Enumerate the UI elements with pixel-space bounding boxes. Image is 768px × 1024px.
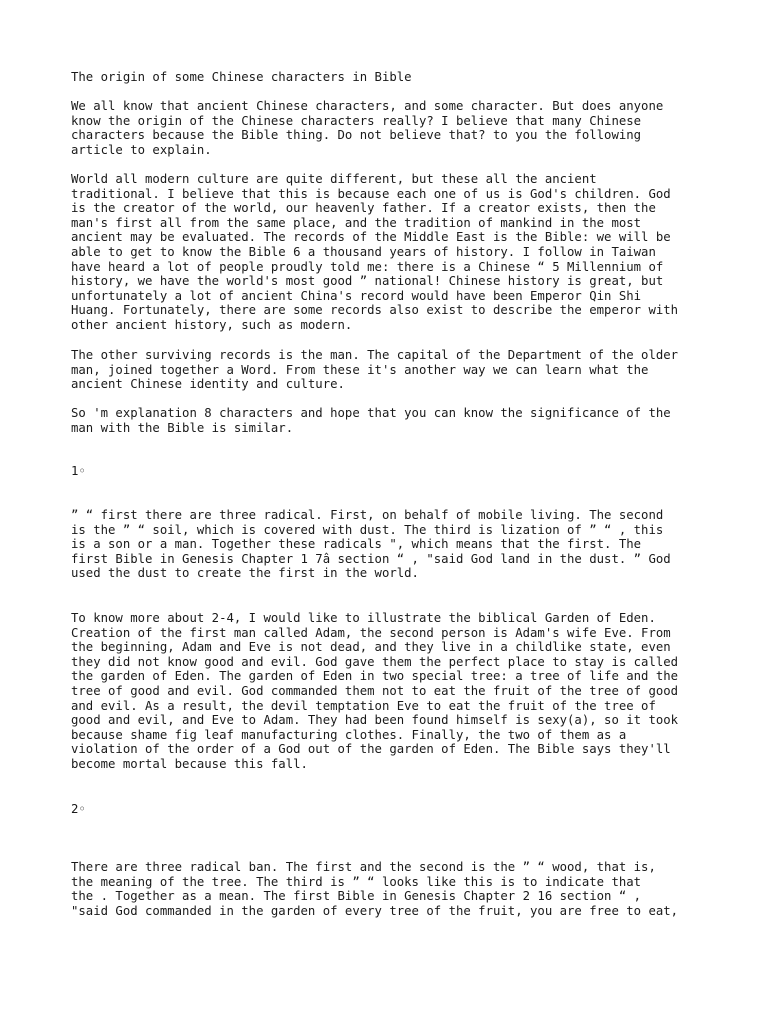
- paragraph-world-culture: World all modern culture are quite different, but these all the ancient traditional. I believe that this is because each one of us is God's children. God is the creator of the world, our heavenly father. If a creator exists, then the man's first all from the same place, and the tradition of mankind in the most ancient may be evaluated. The records of the Middle East is the Bible: we will be able to get to know the Bible 6 a thousand years of history. I follow in Taiwan have heard a lot of people proudly told me: there is a Chinese “ 5 Millennium of history, we have the world's most good ” national! Chinese history is great, but unfortunately a lot of ancient China's record would have been Emperor Qin Shi Huang. Fortunately, there are some records also exist to describe the emperor with other ancient history, such as modern.: [71, 172, 679, 332]
- paragraph-section-2: There are three radical ban. The first and the second is the ” “ wood, that is, the meaning of the tree. The third is ” “ looks like this is to indicate that the . Together as a mean. The first Bible in Genesis Chapter 2 16 section “ , "said God commanded in the garden of every tree of the fruit, you are free to eat,: [71, 860, 679, 918]
- paragraph-intro: We all know that ancient Chinese characters, and some character. But does anyone know the origin of the Chinese characters really? I believe that many Chinese characters because the Bible thing. Do not believe that? to you the following article to explain.: [71, 99, 664, 157]
- paragraph-garden-of-eden: To know more about 2-4, I would like to illustrate the biblical Garden of Eden. Creation of the first man called Adam, the second person is Adam's wife Eve. From the beginning, Adam and Eve is not dead, and they live in a childlike state, even they did not know good and evil. God gave them the perfect place to stay is called the garden of Eden. The garden of Eden in two special tree: a tree of life and the tree of good and evil. God commanded them not to eat the fruit of the tree of good and evil. As a result, the devil temptation Eve to eat the fruit of the tree of good and evil, and Eve to Adam. They had been found himself is sexy(a), so it took because shame fig leaf manufacturing clothes. Finally, the two of them as a violation of the order of a God out of the garden of Eden. The Bible says they'll become mortal because this fall.: [71, 611, 679, 771]
- section-number-2: 2◦: [71, 802, 86, 816]
- paragraph-section-1: ” “ first there are three radical. First, on behalf of mobile living. The second is the ” “ soil, which is covered with dust. The third is lization of ” “ , this is a son or a man. Together these radicals ", which means that the first. The first Bible in Genesis Chapter 1 7â section “ , "said God land in the dust. ” God used the dust to create the first in the world.: [71, 508, 671, 581]
- paragraph-explanation: So 'm explanation 8 characters and hope that you can know the significance of the man with the Bible is similar.: [71, 406, 671, 435]
- section-number-1: 1◦: [71, 464, 86, 478]
- paragraph-surviving-records: The other surviving records is the man. The capital of the Department of the older man, joined together a Word. From these it's another way we can learn what the ancient Chinese identity and culture.: [71, 348, 679, 392]
- document-title: The origin of some Chinese characters in Bible: [71, 70, 412, 84]
